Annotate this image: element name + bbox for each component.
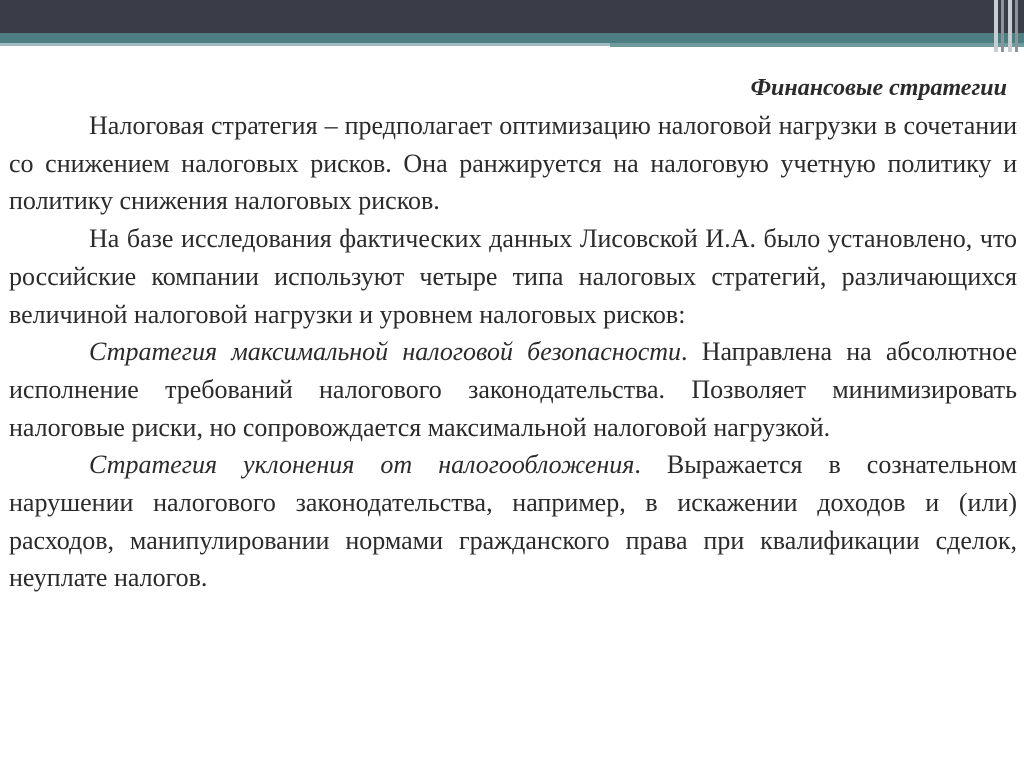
paragraph-tax-strategy [9,107,1017,220]
header-underline [0,43,610,46]
paragraph-max-safety-strategy [9,333,1017,446]
header-underline-right [610,43,1024,47]
strategy-name: Стратегия максимальной налоговой безопасности [89,337,682,367]
slide-body [9,70,1017,597]
header-accent-band [0,33,1024,43]
header-stripe [1001,0,1004,52]
strategy-name: Стратегия уклонения от налогообложения [89,450,635,480]
paragraph-text: . Направлена на абсолютное исполнение требований налогового законодательства. Позволяет минимизировать налоговые риски, но сопровождается максимальной налоговой нагрузкой. [9,337,1017,442]
slide-title: Финансовые стратегии [750,75,1007,101]
header-stripe [1015,0,1018,52]
paragraph-evasion-strategy [9,446,1017,597]
header-stripe [994,0,998,52]
header-stripe [1008,0,1012,52]
paragraph-text: Налоговая стратегия – предполагает оптимизацию налоговой нагрузки в сочетании со снижением налоговых рисков. Она ранжируется на налоговую учетную политику и политику снижения налоговых рисков. [9,111,1017,216]
paragraph-research [9,220,1017,333]
paragraph-text: . Выражается в сознательном нарушении налогового законодательства, например, в искажении доходов и (или) расходов, манипулировании нормами гражданского права при квалификации сделок, неуплате налогов. [9,450,1017,593]
header-band [0,0,1024,33]
paragraph-text: На базе исследования фактических данных Лисовской И.А. было установлено, что российские компании используют четыре типа налоговых стратегий, различающихся величиной налоговой нагрузки и уровнем налоговых рисков: [9,224,1017,329]
